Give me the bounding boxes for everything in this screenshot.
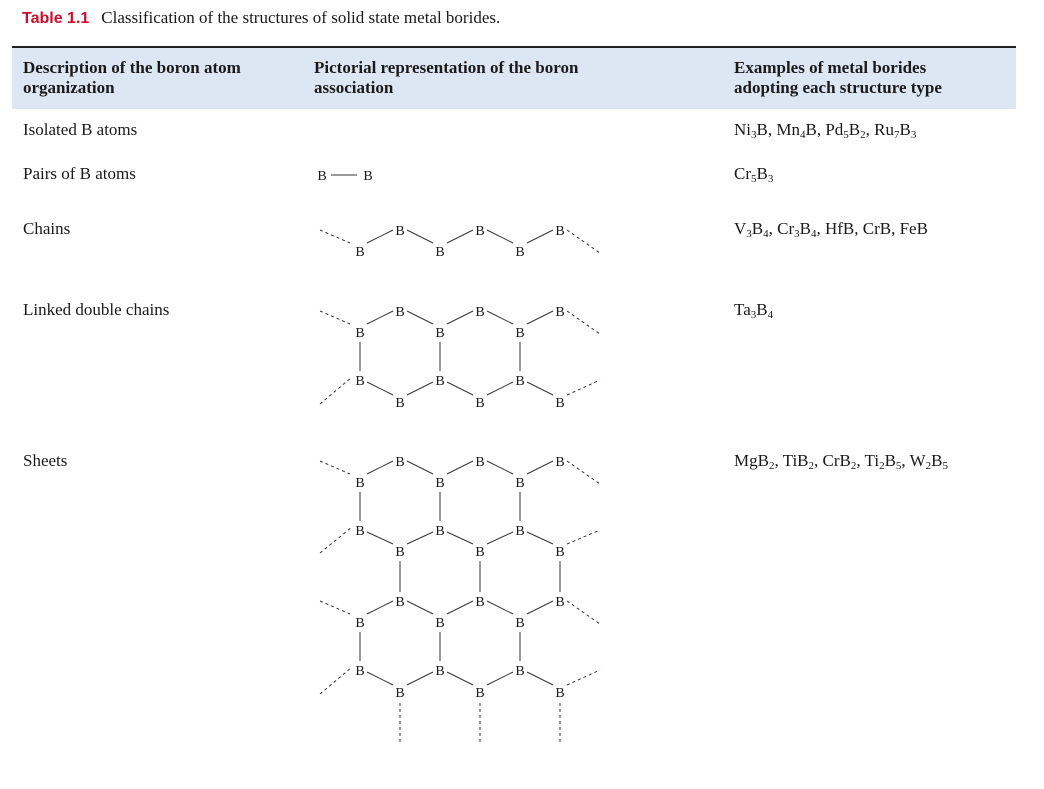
boron-atom: B	[515, 524, 525, 539]
b-b-bond	[447, 382, 473, 395]
b-b-bond	[447, 532, 473, 544]
header-pictorial-line2: association	[314, 78, 394, 97]
boron-atom: B	[395, 455, 405, 470]
boron-atom: B	[555, 396, 565, 411]
boron-atom: B	[395, 595, 405, 610]
header-examples-line1: Examples of metal borides	[734, 58, 927, 77]
b-b-bond	[447, 601, 473, 614]
boron-atom: B	[355, 664, 365, 679]
boron-atom: B	[355, 326, 365, 341]
row-isolated-description: Isolated B atoms	[23, 120, 138, 139]
boron-atom: B	[435, 524, 445, 539]
row-chains-description: Chains	[23, 219, 71, 238]
b-b-bond	[527, 461, 553, 474]
continuation-bond	[320, 601, 350, 614]
b-b-bond	[407, 532, 433, 544]
header-pictorial-line1: Pictorial representation of the boron	[314, 58, 579, 77]
boron-atom: B	[555, 224, 565, 239]
b-b-bond	[527, 601, 553, 614]
boron-atom: B	[475, 455, 485, 470]
boron-atom: B	[555, 686, 565, 701]
b-b-bond	[487, 461, 513, 474]
boron-atom: B	[355, 616, 365, 631]
boron-atom: B	[435, 476, 445, 491]
table-label: Table 1.1	[22, 10, 90, 27]
continuation-bond	[320, 527, 352, 553]
row-double-chains-description: Linked double chains	[23, 300, 170, 319]
continuation-bond	[320, 377, 352, 404]
header-description-line1: Description of the boron atom	[23, 58, 241, 77]
boron-atom: B	[515, 664, 525, 679]
b-b-bond	[487, 532, 513, 544]
b-b-bond	[367, 461, 393, 474]
row-pairs-examples: $Cr_5B_3$	[734, 164, 774, 185]
boron-atom: B	[555, 455, 565, 470]
boron-atom: B	[475, 545, 485, 560]
boron-atom: B	[355, 374, 365, 389]
boron-atom: B	[355, 245, 365, 260]
header-description-line2: organization	[23, 78, 115, 97]
b-b-bond	[367, 601, 393, 614]
boron-atom: B	[355, 476, 365, 491]
b-b-bond	[407, 230, 433, 243]
boron-atom: B	[395, 545, 405, 560]
b-b-bond	[407, 672, 433, 685]
boron-atom: B	[515, 326, 525, 341]
row-sheets-examples: MgB$_2$, TiB$_2$, CrB$_2$, $Ti_2B_5$, $W_2B_5$	[734, 451, 948, 472]
diagram-chain	[320, 224, 600, 260]
boron-atom: B	[475, 595, 485, 610]
boron-atom: B	[515, 616, 525, 631]
row-double-chains-examples: $Ta_3B_4$	[734, 300, 774, 321]
diagram-sheet	[320, 455, 600, 742]
boron-atom: B	[435, 664, 445, 679]
b-b-bond	[527, 382, 553, 395]
continuation-bond	[567, 601, 600, 624]
b-b-bond	[367, 672, 393, 685]
b-b-bond	[527, 532, 553, 544]
continuation-bond	[567, 530, 600, 544]
caption-text: Classification of the structures of solid state metal borides.	[101, 8, 501, 27]
pair-atom-left: B	[317, 169, 327, 184]
b-b-bond	[407, 461, 433, 474]
b-b-bond	[407, 601, 433, 614]
boron-atom: B	[555, 545, 565, 560]
boron-atom: B	[475, 396, 485, 411]
b-b-bond	[447, 311, 473, 324]
pair-atom-right: B	[363, 169, 373, 184]
continuation-bond	[320, 461, 350, 474]
boron-atom: B	[395, 305, 405, 320]
continuation-bond	[320, 667, 352, 694]
diagram-pair	[317, 169, 372, 184]
continuation-bond	[567, 670, 600, 685]
boron-atom: B	[435, 326, 445, 341]
row-sheets-description: Sheets	[23, 451, 68, 470]
boron-atom: B	[475, 224, 485, 239]
continuation-bond	[320, 311, 350, 324]
header-examples-line2: adopting each structure type	[734, 78, 942, 97]
b-b-bond	[447, 672, 473, 685]
boron-atom: B	[475, 686, 485, 701]
boron-atom: B	[475, 305, 485, 320]
b-b-bond	[407, 311, 433, 324]
boron-atom: B	[395, 396, 405, 411]
row-chains-examples: $V_3B_4$, $Cr_3B_4$, HfB, CrB, FeB	[734, 219, 928, 240]
b-b-bond	[367, 532, 393, 544]
continuation-bond	[320, 230, 350, 243]
boron-atom: B	[555, 595, 565, 610]
b-b-bond	[487, 382, 513, 395]
b-b-bond	[527, 672, 553, 685]
diagram-double-chain	[320, 305, 600, 411]
continuation-bond	[567, 380, 600, 395]
row-isolated-examples: $Ni_3B$, $Mn_4B$, $Pd_5B_2$, $Ru_7B_3$	[734, 120, 917, 141]
boron-atom: B	[355, 524, 365, 539]
boron-atom: B	[515, 374, 525, 389]
b-b-bond	[447, 230, 473, 243]
b-b-bond	[487, 311, 513, 324]
boron-atom: B	[435, 374, 445, 389]
b-b-bond	[487, 601, 513, 614]
boron-atom: B	[435, 245, 445, 260]
b-b-bond	[447, 461, 473, 474]
b-b-bond	[367, 311, 393, 324]
b-b-bond	[487, 230, 513, 243]
b-b-bond	[407, 382, 433, 395]
boron-atom: B	[515, 245, 525, 260]
continuation-bond	[567, 461, 600, 484]
boron-atom: B	[395, 686, 405, 701]
continuation-bond	[567, 230, 600, 253]
boron-atom: B	[555, 305, 565, 320]
row-pairs-description: Pairs of B atoms	[23, 164, 136, 183]
b-b-bond	[527, 230, 553, 243]
boron-atom: B	[395, 224, 405, 239]
boron-atom: B	[435, 616, 445, 631]
boron-atom: B	[515, 476, 525, 491]
b-b-bond	[367, 382, 393, 395]
b-b-bond	[527, 311, 553, 324]
continuation-bond	[567, 311, 600, 334]
b-b-bond	[367, 230, 393, 243]
b-b-bond	[487, 672, 513, 685]
